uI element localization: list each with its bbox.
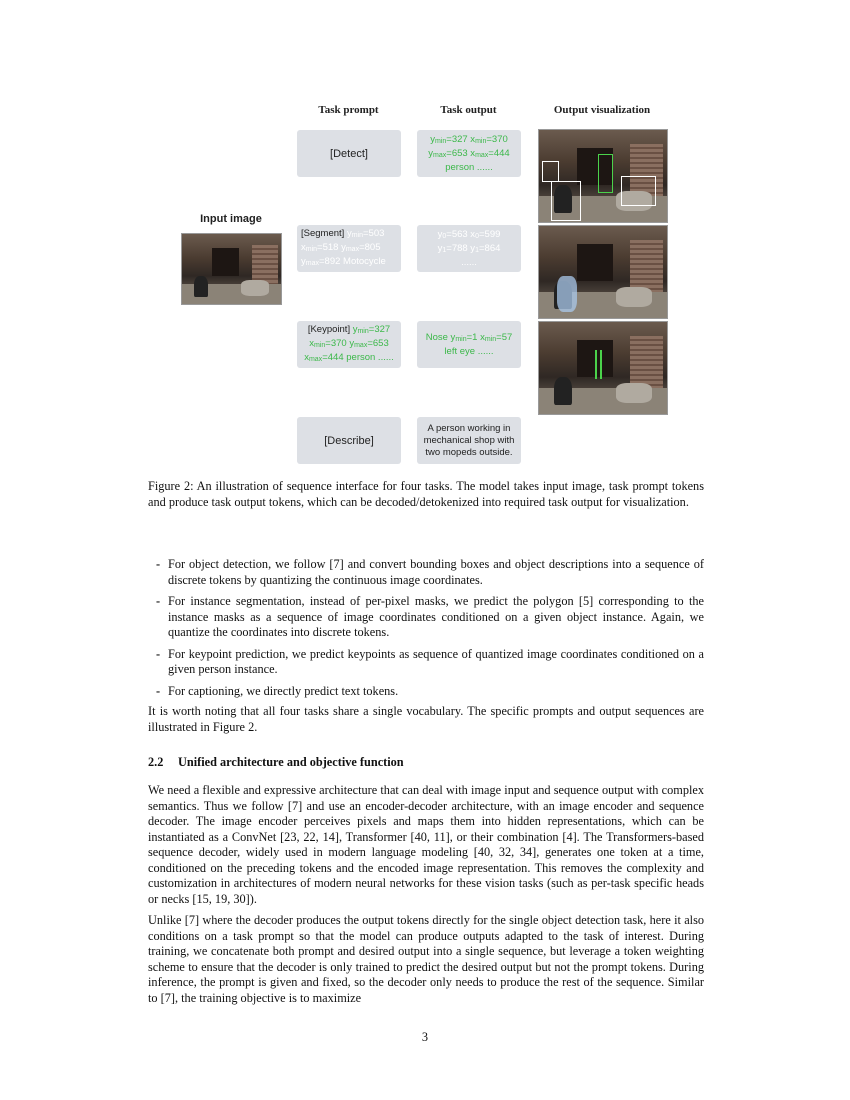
task-bullet-list xyxy=(148,557,704,705)
detect-out-b: 370 xyxy=(491,133,508,145)
keypoint-p-a: 327 xyxy=(374,323,391,335)
page-number: 3 xyxy=(421,1030,429,1044)
header-output-visualization: Output visualization xyxy=(553,104,651,116)
segment-p-a: 503 xyxy=(368,227,385,239)
keypoint-prompt-box: [Keypoint] $y_{min}=327$ $x_{min}=370$ $y_{max}=653$ $x_{max}=444$ person ...... xyxy=(297,321,401,368)
detect-out-c: 653 xyxy=(451,147,468,159)
describe-prompt-box xyxy=(297,417,401,464)
paragraph-vocabulary: It is worth noting that all four tasks share a single vocabulary. The specific prompts and output sequences are illustrated in Figure 2. xyxy=(148,704,704,734)
list-item: - For object detection, we follow [7] and convert bounding boxes and object descriptions into a sequence of discrete tokens by quantizing the continuous image coordinates. xyxy=(156,557,704,587)
detect-prompt-box xyxy=(297,130,401,177)
keypoint-p-c: 653 xyxy=(372,337,389,349)
keypoint-o-label: Nose xyxy=(425,331,448,343)
section-heading xyxy=(148,755,404,770)
segment-o-a: 563 xyxy=(451,228,468,240)
detect-out-e: person ...... xyxy=(445,161,493,173)
detect-out-a: 327 xyxy=(451,133,468,145)
keypoint-prompt-tag: [Keypoint] xyxy=(307,323,351,335)
segment-p-b: 518 xyxy=(322,241,339,253)
header-task-prompt: Task prompt xyxy=(318,104,379,116)
section-title: Unified architecture and objective function xyxy=(178,755,404,769)
segment-p-e: Motocycle xyxy=(343,255,386,267)
describe-output: A person working in mechanical shop with two mopeds outside. xyxy=(423,422,515,458)
segment-p-c: 805 xyxy=(364,241,381,253)
detect-visualization xyxy=(538,129,668,223)
keypoint-p-d: 444 xyxy=(327,351,344,363)
header-task-output: Task output xyxy=(440,104,497,116)
figure-caption: Figure 2: An illustration of sequence interface for four tasks. The model takes input image, task prompt tokens and produce task output tokens, which can be decoded/detokenized into required task output for visualization. xyxy=(148,479,704,509)
list-item: - For captioning, we directly predict text tokens. xyxy=(156,683,399,698)
segment-p-d: 892 xyxy=(324,255,341,267)
keypoint-o-a: 1 xyxy=(472,331,478,343)
segment-output-box: $y_0=563$ $x_0=599$ $y_1=788$ $y_1=864$ ...... xyxy=(417,225,521,272)
describe-prompt: [Describe] xyxy=(324,434,374,447)
section-number: 2.2 xyxy=(148,755,164,769)
detect-output-box: $y_{min}=327$ $x_{min}=370$ $y_{max}=653$ $x_{max}=444$ person ...... xyxy=(417,130,521,177)
segment-visualization xyxy=(538,225,668,319)
describe-output-box xyxy=(417,417,521,464)
segment-prompt-tag: [Segment] xyxy=(301,227,345,239)
bullet-text: For instance segmentation, instead of per-pixel masks, we predict the polygon [5] corresponding to the instance masks as a sequence of image coordinates conditioned on a given object instance. Again, we quantize the coordinates into discrete tokens. xyxy=(168,594,704,639)
list-item: - For keypoint prediction, we predict keypoints as sequence of quantized image coordinates conditioned on a given person instance. xyxy=(156,646,704,676)
keypoint-output-box: Nose $y_{min}=1$ $x_{min}=57$ left eye ...... xyxy=(417,321,521,368)
keypoint-o-b: 57 xyxy=(501,331,513,343)
bullet-text: For object detection, we follow [7] and convert bounding boxes and object descriptions into a sequence of discrete tokens by quantizing the continuous image coordinates. xyxy=(168,557,704,587)
input-image xyxy=(181,233,282,305)
detect-prompt: [Detect] xyxy=(330,147,368,160)
keypoint-visualization xyxy=(538,321,668,415)
detect-out-d: 444 xyxy=(493,147,510,159)
keypoint-p-b: 370 xyxy=(330,337,347,349)
keypoint-o-c: left eye ...... xyxy=(444,345,494,357)
paragraph-objective: Unlike [7] where the decoder produces the output tokens directly for the single object detection task, here it also conditions on a task prompt so that the model can produce outputs adapted to the task of interest. During training, we concatenate both prompt and desired output into a single sequence, but leverage a token weighting scheme to ensure that the decoder is only trained to predict the desired output but not the prompt tokens. During inference, the prompt is given and fixed, so the decoder only needs to produce the rest of the sequence. Similar to [7], the training objective is to maximize xyxy=(148,913,704,1005)
segment-prompt-box: [Segment] $y_{min}=503$ $x_{min}=518$ $y_{max}=805$ $y_{max}=892$ Motocycle xyxy=(297,225,401,272)
keypoint-p-e: person ...... xyxy=(346,351,394,363)
segment-o-c: 788 xyxy=(451,242,468,254)
segment-o-d: 864 xyxy=(484,242,501,254)
segment-o-b: 599 xyxy=(484,228,501,240)
bullet-text: For captioning, we directly predict text tokens. xyxy=(168,683,399,698)
input-image-label: Input image xyxy=(200,213,262,225)
bullet-text: For keypoint prediction, we predict keypoints as sequence of quantized image coordinates conditioned on a given person instance. xyxy=(168,646,704,676)
segment-o-e: ...... xyxy=(461,256,477,268)
paragraph-architecture: We need a flexible and expressive architecture that can deal with image input and sequence output with complex semantics. Thus we follow [7] and use an encoder-decoder architecture, with an image encoder and sequence decoder. The image encoder perceives pixels and maps them into hidden representations, which can be instantiated as a ConvNet [23, 22, 14], Transformer [40, 11], or their combination [4]. The Transformers-based sequence decoder, widely used in modern language modeling [40, 32, 34], generates one token at a time, conditioned on the preceding tokens and the encoded image representation. This removes the complexity and customization in architectures of modern neural networks for these vision tasks (such as per-task specific heads or necks [15, 19, 30]). xyxy=(148,783,704,906)
list-item: - For instance segmentation, instead of per-pixel masks, we predict the polygon [5] corresponding to the instance masks as a sequence of image coordinates conditioned on a given object instance. Again, we quantize the coordinates into discrete tokens. xyxy=(156,594,704,639)
